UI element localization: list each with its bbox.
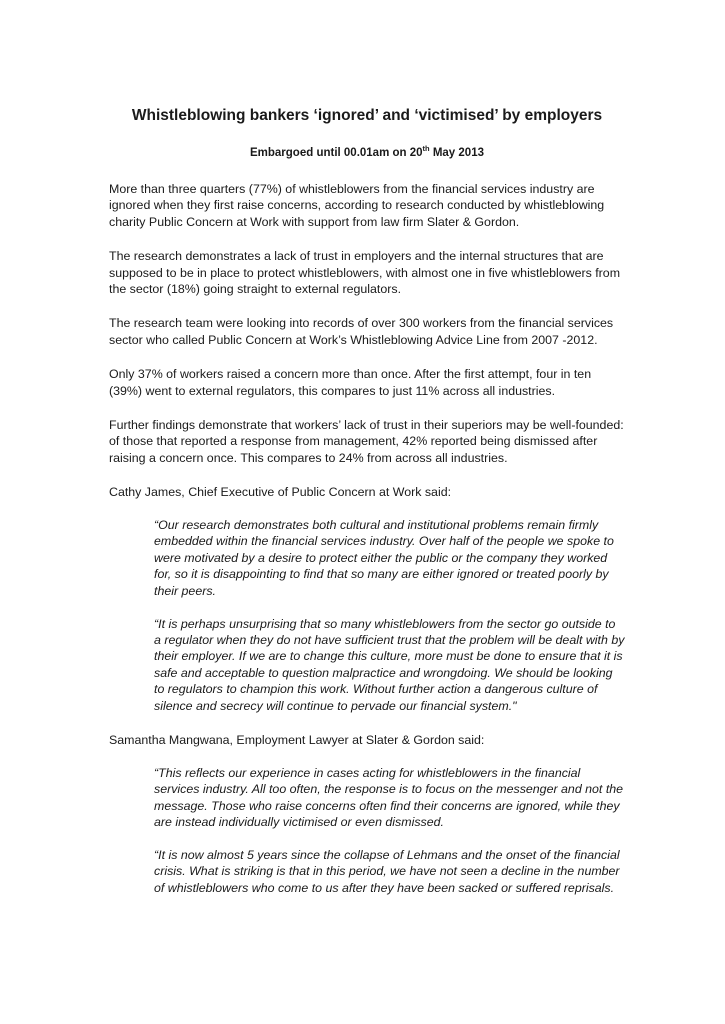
- embargo-superscript: th: [422, 144, 430, 154]
- body-paragraph-5: Further findings demonstrate that workers’ lack of trust in their superiors may be well-founded: of those that reported a response from management, 42% reported being dismissed after raising a concern once. This compares to 24% from across all industries.: [109, 418, 624, 465]
- embargo-notice: [109, 145, 625, 161]
- embargo-prefix: Embargoed until 00.01am on 20: [249, 147, 423, 159]
- quote-samantha-mangwana-1: “This reflects our experience in cases acting for whistleblowers in the financial services industry. All too often, the response is to focus on the messenger and not the message. Those who raise concerns often find their concerns are ignored, while they are instead individually victimised or even dismissed.: [154, 765, 624, 829]
- body-paragraph-1: More than three quarters (77%) of whistleblowers from the financial services industry are ignored when they first raise concerns, according to research conducted by whistleblowing charity Public Concern at Work with support from law firm Slater & Gordon.: [109, 182, 605, 229]
- quote-cathy-james-2: “It is perhaps unsurprising that so many whistleblowers from the sector go outside to a regulator when they do not have sufficient trust that the problem will be dealt with by their employer. If we are to change this culture, more must be done to ensure that it is safe and acceptable to question malpractice and wrongdoing. We should be looking to regulators to champion this work. Without further action a dangerous culture of silence and secrecy will continue to pervade our financial system.": [154, 616, 625, 713]
- attribution-samantha-mangwana: Samantha Mangwana, Employment Lawyer at Slater & Gordon said:: [109, 732, 485, 747]
- embargo-suffix: May 2013: [429, 147, 484, 159]
- quote-cathy-james-1: “Our research demonstrates both cultural and institutional problems remain firmly embedded within the financial services industry. Over half of the people we spoke to were motivated by a desire to protect either the public or the company they worked for, so it is disappointing to find that so many are either ignored or treated poorly by their peers.: [154, 518, 614, 598]
- body-paragraph-4: Only 37% of workers raised a concern more than once. After the first attempt, four in ten (39%) went to external regulators, this compares to just 11% across all industries.: [109, 367, 592, 398]
- document-title: Whistleblowing bankers ‘ignored’ and ‘victimised’ by employers: [131, 107, 603, 124]
- body-paragraph-3: The research team were looking into records of over 300 workers from the financial services sector who called Public Concern at Work’s Whistleblowing Advice Line from 2007 -2012.: [109, 316, 614, 347]
- body-paragraph-2: The research demonstrates a lack of trust in employers and the internal structures that are supposed to be in place to protect whistleblowers, with almost one in five whistleblowers from the sector (18%) going straight to external regulators.: [109, 249, 621, 297]
- attribution-cathy-james: Cathy James, Chief Executive of Public Concern at Work said:: [109, 485, 452, 500]
- quote-samantha-mangwana-2: “It is now almost 5 years since the collapse of Lehmans and the onset of the financial crisis. What is striking is that in this period, we have not seen a decline in the number of whistleblowers who come to us after they have been sacked or suffered reprisals.: [154, 847, 620, 895]
